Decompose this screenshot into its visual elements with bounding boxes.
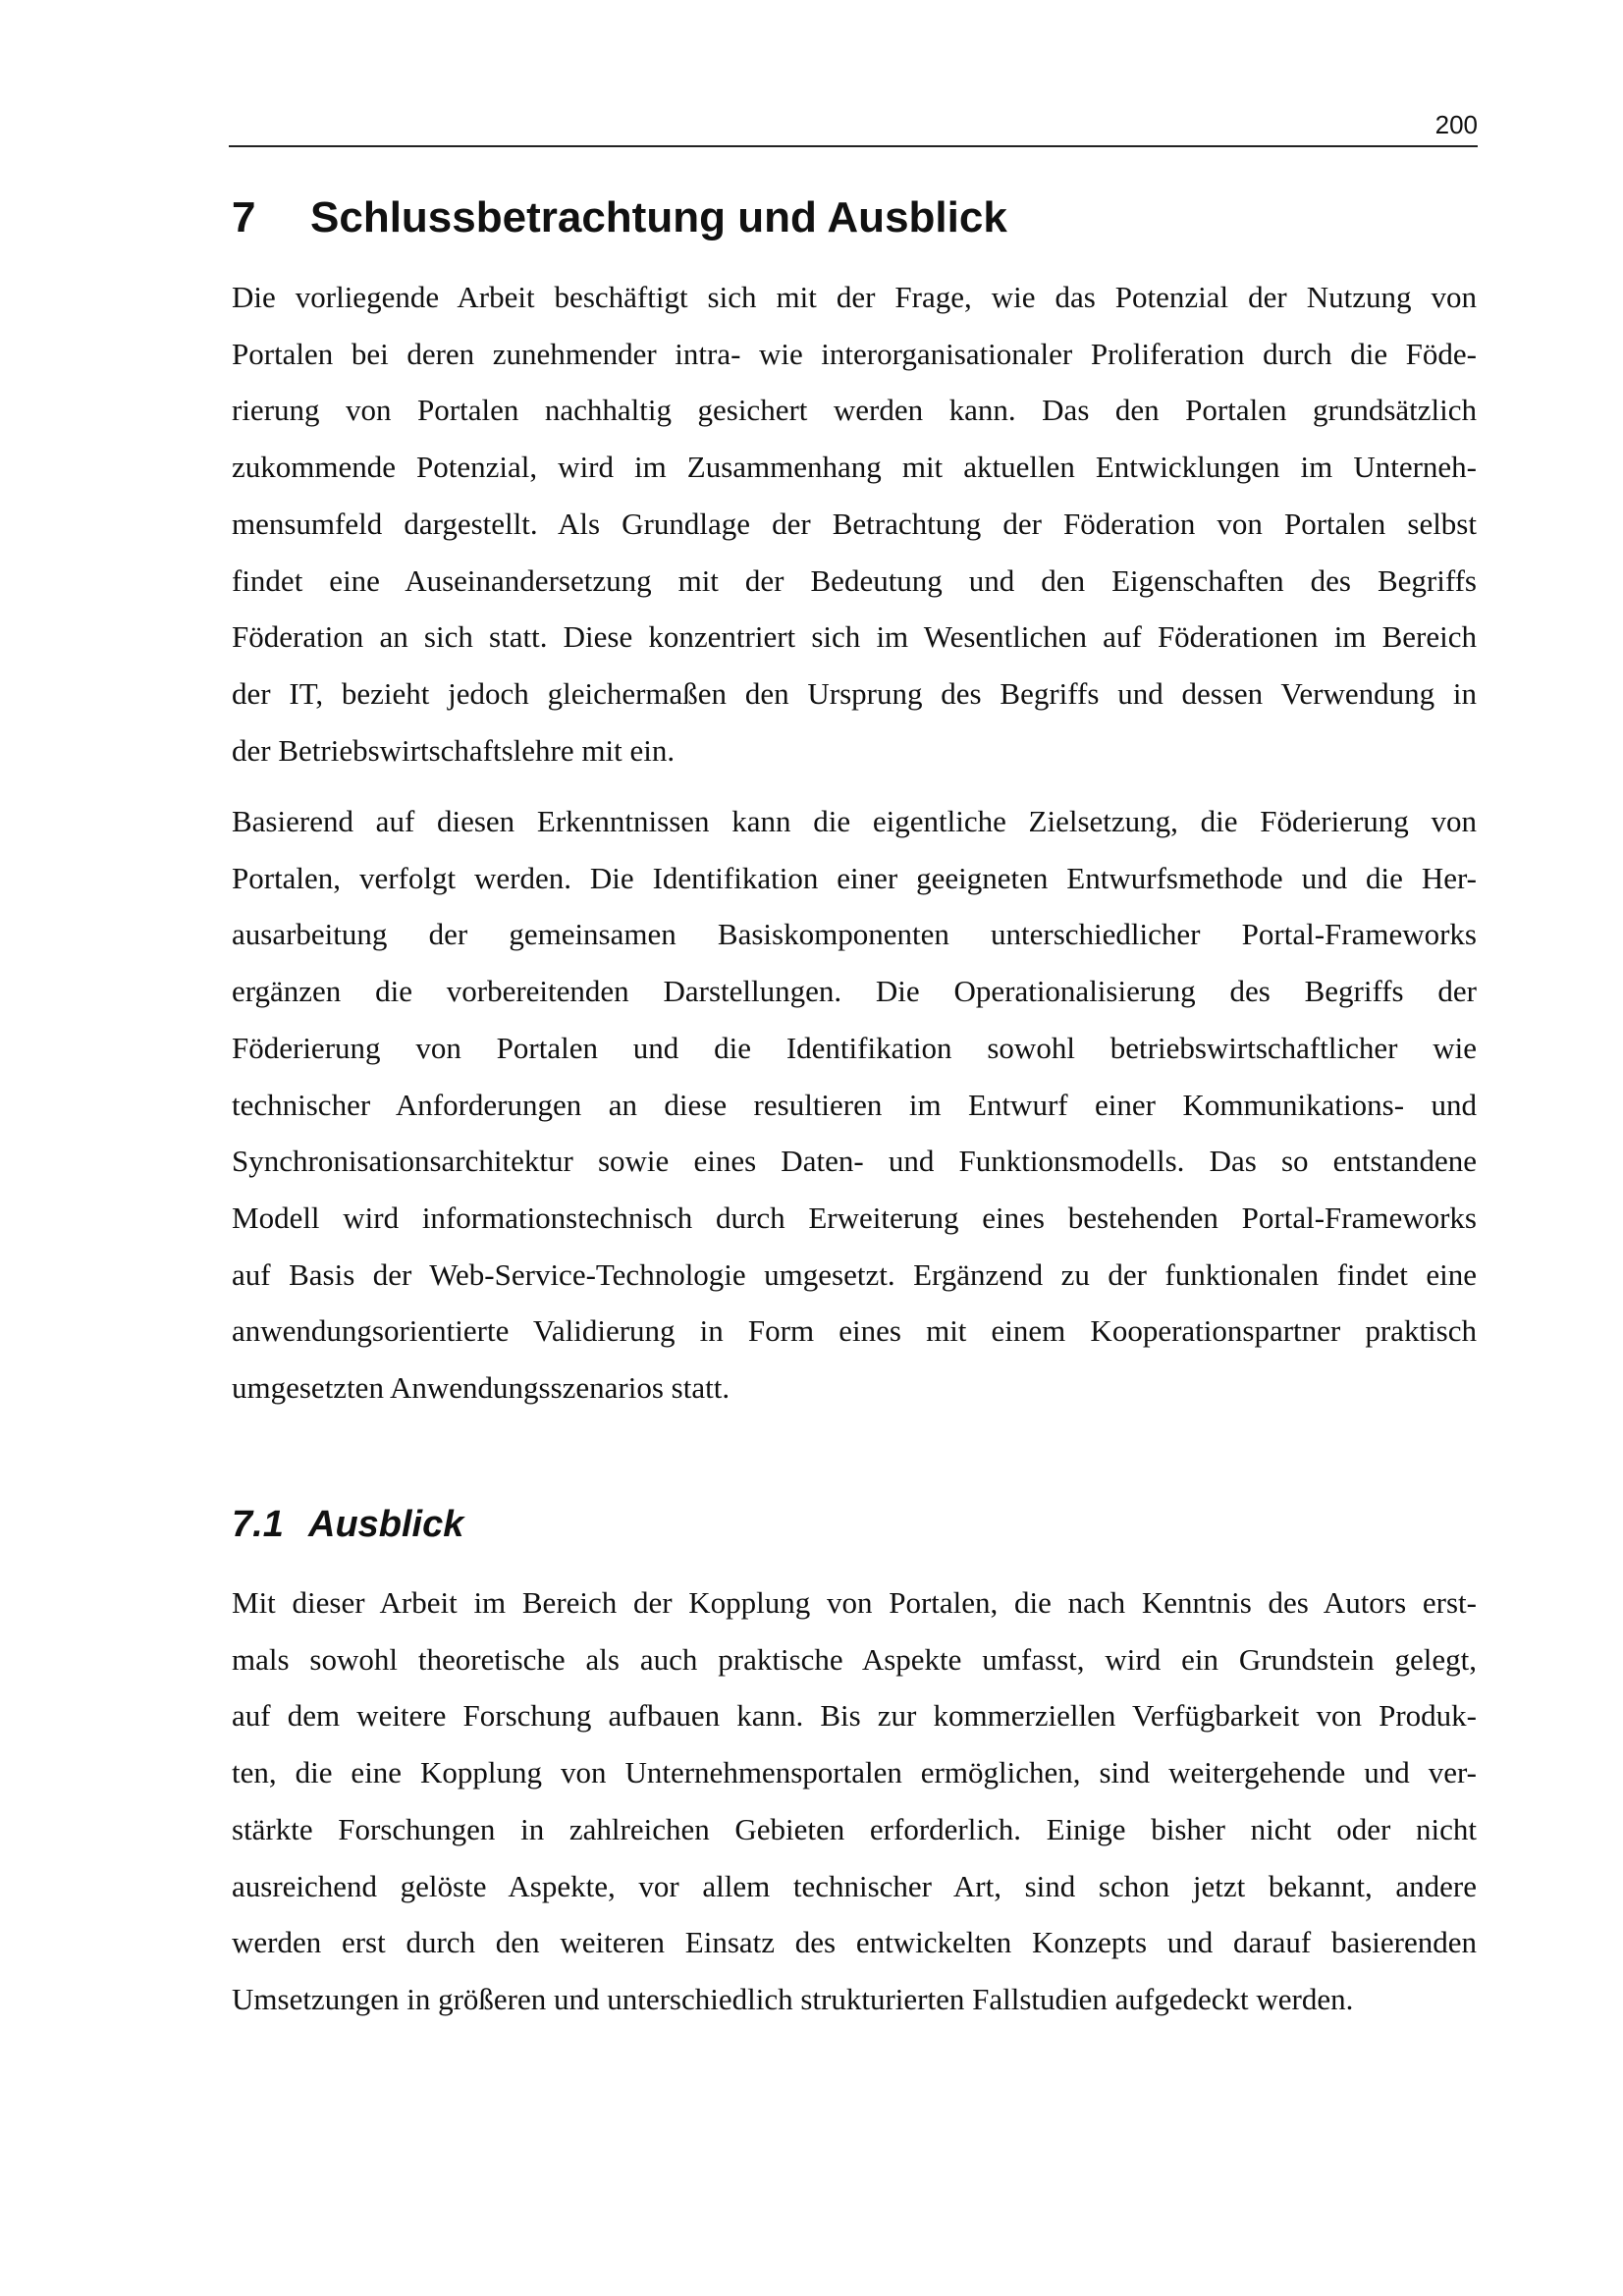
- text-line: der Betriebswirtschaftslehre mit ein.: [232, 732, 676, 768]
- text-line: ausreichend gelöste Aspekte, vor allem technischer Art, sind schon jetzt bekannt, andere: [232, 1868, 1477, 1903]
- text-line: stärkte Forschungen in zahlreichen Gebieten erforderlich. Einige bisher nicht oder nicht: [232, 1811, 1477, 1846]
- text-line: Basierend auf diesen Erkenntnissen kann die eigentliche Zielsetzung, die Föderierung von: [232, 804, 1477, 838]
- text-line: auf dem weitere Forschung aufbauen kann. Bis zur kommerziellen Verfügbarkeit von Produk-: [232, 1698, 1477, 1734]
- text-line: rierung von Portalen nachhaltig gesichert werden kann. Das den Portalen grundsätzlich: [232, 393, 1477, 428]
- text-line: ten, die eine Kopplung von Unternehmensportalen ermöglichen, sind weitergehende und ver-: [232, 1755, 1477, 1790]
- text-line: mals sowohl theoretische als auch praktische Aspekte umfasst, wird ein Grundstein gelegt,: [232, 1641, 1477, 1677]
- section-number: 7.1: [232, 1504, 284, 1545]
- text-line: Modell wird informationstechnisch durch Erweiterung eines bestehenden Portal-Frameworks: [232, 1200, 1477, 1235]
- text-line: zukommende Potenzial, wird im Zusammenhang mit aktuellen Entwicklungen im Unterneh-: [232, 450, 1477, 485]
- text-line: Föderierung von Portalen und die Identifikation sowohl betriebswirtschaftlicher wie: [232, 1030, 1477, 1065]
- text-line: anwendungsorientierte Validierung in Form eines mit einem Kooperationspartner praktisch: [232, 1313, 1477, 1349]
- section-title: Ausblick: [308, 1504, 464, 1545]
- text-line: der IT, bezieht jedoch gleichermaßen den Ursprung des Begriffs und dessen Verwendung in: [232, 675, 1477, 711]
- header-rule: [229, 145, 1478, 147]
- chapter-title: Schlussbetrachtung und Ausblick: [310, 193, 1007, 241]
- text-line: Portalen, verfolgt werden. Die Identifikation einer geeigneten Entwurfsmethode und die Her-: [232, 860, 1477, 895]
- text-line: umgesetzten Anwendungsszenarios statt.: [232, 1370, 730, 1406]
- page-number: 200: [1434, 110, 1478, 139]
- text-line: Föderation an sich statt. Diese konzentriert sich im Wesentlichen auf Föderationen im Bereich: [232, 619, 1477, 655]
- text-line: Umsetzungen in größeren und unterschiedlich strukturierten Fallstudien aufgedeckt werden.: [232, 1981, 1354, 2016]
- text-line: auf Basis der Web-Service-Technologie umgesetzt. Ergänzend zu der funktionalen findet eine: [232, 1256, 1477, 1292]
- text-line: findet eine Auseinandersetzung mit der Bedeutung und den Eigenschaften des Begriffs: [232, 562, 1477, 598]
- text-line: ausarbeitung der gemeinsamen Basiskomponenten unterschiedlicher Portal-Frameworks: [232, 917, 1477, 952]
- section-heading: [232, 1498, 1479, 1551]
- chapter-paragraph-1: [232, 269, 1477, 778]
- chapter-number: 7: [232, 193, 256, 241]
- chapter-paragraph-2: [232, 793, 1477, 1416]
- text-line: ergänzen die vorbereitenden Darstellungen. Die Operationalisierung des Begriffs der: [232, 974, 1477, 1009]
- chapter-heading: [232, 188, 1479, 247]
- text-line: technischer Anforderungen an diese resultieren im Entwurf einer Kommunikations- und: [232, 1087, 1477, 1122]
- text-line: Portalen bei deren zunehmender intra- wie interorganisationaler Proliferation durch die Föde-: [232, 336, 1477, 371]
- text-line: werden erst durch den weiteren Einsatz des entwickelten Konzepts und darauf basierenden: [232, 1925, 1477, 1960]
- text-line: Mit dieser Arbeit im Bereich der Kopplung von Portalen, die nach Kenntnis des Autors erst-: [232, 1585, 1477, 1620]
- section-paragraph-1: [232, 1575, 1477, 2028]
- text-line: Die vorliegende Arbeit beschäftigt sich mit der Frage, wie das Potenzial der Nutzung von: [232, 280, 1477, 314]
- text-line: mensumfeld dargestellt. Als Grundlage der Betrachtung der Föderation von Portalen selbst: [232, 506, 1477, 541]
- text-line: Synchronisationsarchitektur sowie eines Daten- und Funktionsmodells. Das so entstandene: [232, 1144, 1477, 1179]
